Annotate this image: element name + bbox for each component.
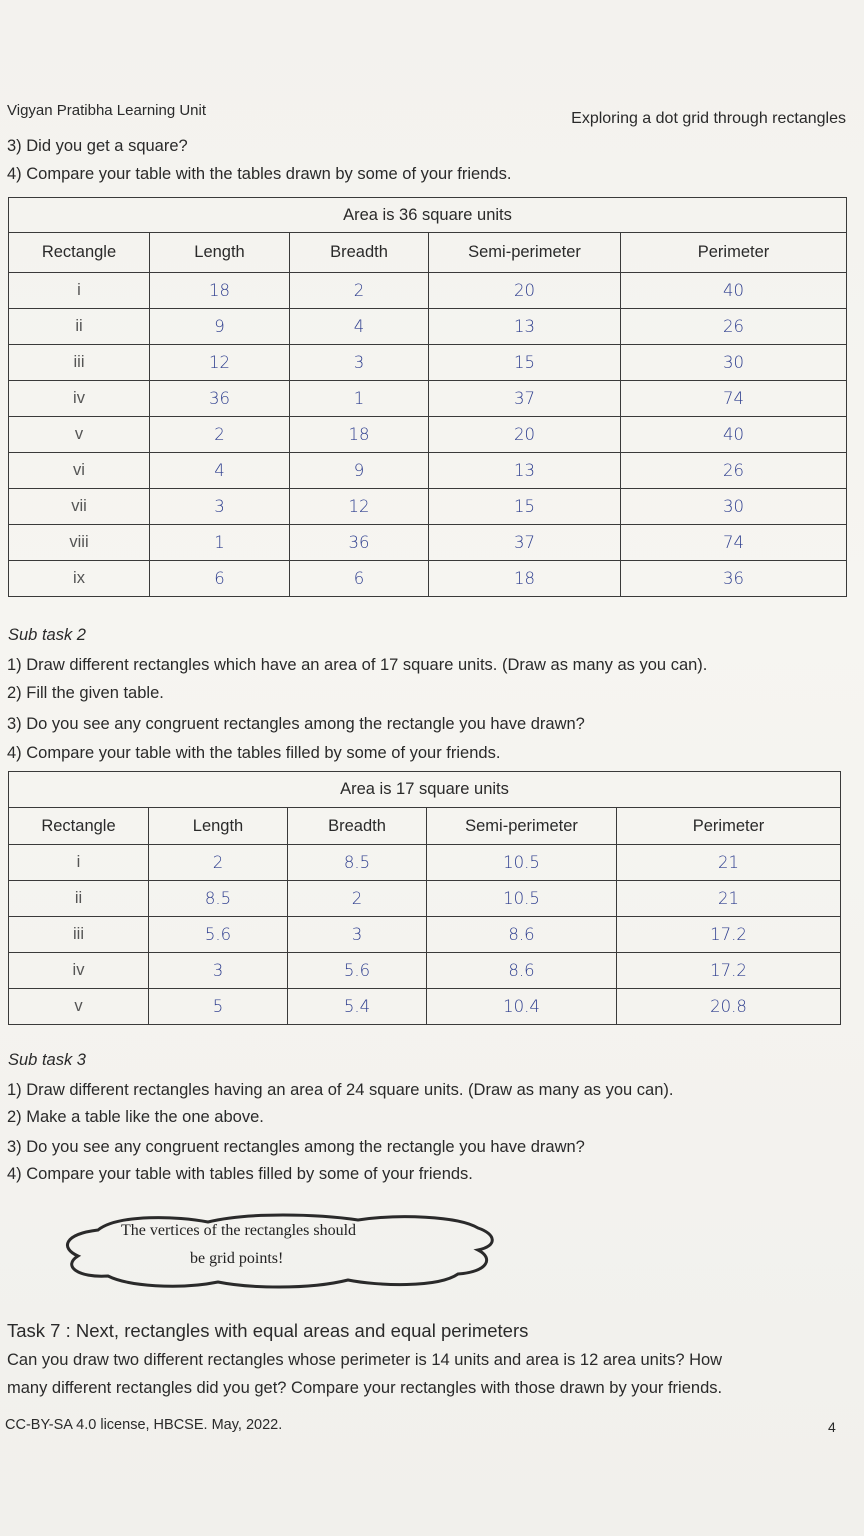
- cell-semi-perimeter: 8.6: [427, 953, 617, 989]
- header-semi-perimeter: Semi-perimeter: [429, 233, 621, 273]
- cell-length: 2: [150, 417, 290, 453]
- header-length: Length: [150, 233, 290, 273]
- cloud-line-1: The vertices of the rectangles should: [121, 1222, 357, 1239]
- subtask3-title: Sub task 3: [8, 1051, 86, 1069]
- subtask3-item-2: 2) Make a table like the one above.: [7, 1108, 264, 1126]
- cell-rectangle: v: [9, 989, 149, 1025]
- header-right: Exploring a dot grid through rectangles: [571, 110, 846, 127]
- cell-breadth: 1: [290, 381, 429, 417]
- cell-breadth: 12: [290, 489, 429, 525]
- table-row: [9, 309, 847, 345]
- cell-rectangle: vi: [9, 453, 150, 489]
- cell-semi-perimeter: 15: [429, 345, 621, 381]
- cell-rectangle: iii: [9, 917, 149, 953]
- cell-perimeter: 36: [621, 561, 847, 597]
- cell-rectangle: viii: [9, 525, 150, 561]
- cell-perimeter: 74: [621, 381, 847, 417]
- cell-perimeter: 26: [621, 453, 847, 489]
- table-row: [9, 453, 847, 489]
- cell-length: 12: [150, 345, 290, 381]
- table-header-row: [9, 808, 841, 845]
- table-row: [9, 989, 841, 1025]
- cell-breadth: 2: [288, 881, 427, 917]
- header-rectangle: Rectangle: [9, 808, 149, 845]
- table-title: Area is 36 square units: [9, 198, 847, 233]
- question-compare: 4) Compare your table with the tables drawn by some of your friends.: [7, 165, 512, 183]
- cloud-line-2: be grid points!: [190, 1250, 284, 1267]
- cell-rectangle: ii: [9, 309, 150, 345]
- cell-perimeter: 30: [621, 345, 847, 381]
- cell-length: 18: [150, 273, 290, 309]
- subtask3-item-1: 1) Draw different rectangles having an area of 24 square units. (Draw as many as you can).: [7, 1081, 674, 1099]
- cell-length: 6: [150, 561, 290, 597]
- cell-rectangle: i: [9, 273, 150, 309]
- cell-length: 8.5: [149, 881, 288, 917]
- table-row: [9, 273, 847, 309]
- subtask2-title: Sub task 2: [8, 626, 86, 644]
- table-row: [9, 489, 847, 525]
- cell-semi-perimeter: 13: [429, 309, 621, 345]
- cell-length: 4: [150, 453, 290, 489]
- cell-length: 3: [150, 489, 290, 525]
- cell-semi-perimeter: 18: [429, 561, 621, 597]
- cell-semi-perimeter: 10.5: [427, 845, 617, 881]
- cell-rectangle: iv: [9, 381, 150, 417]
- cell-breadth: 8.5: [288, 845, 427, 881]
- table-row: [9, 417, 847, 453]
- cell-rectangle: v: [9, 417, 150, 453]
- cell-rectangle: vii: [9, 489, 150, 525]
- cell-breadth: 5.6: [288, 953, 427, 989]
- table-area-17: [8, 771, 841, 1025]
- cell-breadth: 4: [290, 309, 429, 345]
- cell-length: 3: [149, 953, 288, 989]
- cell-semi-perimeter: 37: [429, 381, 621, 417]
- cell-length: 1: [150, 525, 290, 561]
- cell-length: 9: [150, 309, 290, 345]
- question-square: 3) Did you get a square?: [7, 137, 188, 155]
- cell-semi-perimeter: 37: [429, 525, 621, 561]
- header-length: Length: [149, 808, 288, 845]
- header-rectangle: Rectangle: [9, 233, 150, 273]
- table-row: [9, 525, 847, 561]
- cell-perimeter: 40: [621, 417, 847, 453]
- table-area-36: [8, 197, 847, 597]
- cell-length: 2: [149, 845, 288, 881]
- task7-line-1: Can you draw two different rectangles whose perimeter is 14 units and area is 12 area units? How: [7, 1351, 723, 1369]
- cell-breadth: 5.4: [288, 989, 427, 1025]
- cell-semi-perimeter: 20: [429, 417, 621, 453]
- header-left: Vigyan Pratibha Learning Unit: [7, 102, 207, 119]
- subtask2-item-4: 4) Compare your table with the tables filled by some of your friends.: [7, 744, 501, 762]
- cell-breadth: 6: [290, 561, 429, 597]
- cell-rectangle: iv: [9, 953, 149, 989]
- cell-breadth: 9: [290, 453, 429, 489]
- cell-length: 5: [149, 989, 288, 1025]
- page-number: 4: [828, 1419, 836, 1435]
- subtask2-item-2: 2) Fill the given table.: [7, 684, 164, 702]
- table-row: [9, 345, 847, 381]
- cell-perimeter: 21: [617, 845, 841, 881]
- header-breadth: Breadth: [288, 808, 427, 845]
- cell-rectangle: iii: [9, 345, 150, 381]
- cell-semi-perimeter: 8.6: [427, 917, 617, 953]
- cell-length: 5.6: [149, 917, 288, 953]
- cell-rectangle: i: [9, 845, 149, 881]
- subtask2-item-3: 3) Do you see any congruent rectangles among the rectangle you have drawn?: [7, 715, 585, 733]
- header-breadth: Breadth: [290, 233, 429, 273]
- cell-semi-perimeter: 20: [429, 273, 621, 309]
- cell-perimeter: 17.2: [617, 917, 841, 953]
- cell-semi-perimeter: 10.5: [427, 881, 617, 917]
- cell-breadth: 36: [290, 525, 429, 561]
- subtask3-item-3: 3) Do you see any congruent rectangles among the rectangle you have drawn?: [7, 1138, 585, 1156]
- table-row: [9, 845, 841, 881]
- table-row: [9, 561, 847, 597]
- table-title: Area is 17 square units: [9, 772, 841, 808]
- cell-perimeter: 74: [621, 525, 847, 561]
- task7-title: Task 7 : Next, rectangles with equal areas and equal perimeters: [7, 1320, 529, 1341]
- header-semi-perimeter: Semi-perimeter: [427, 808, 617, 845]
- cell-perimeter: 40: [621, 273, 847, 309]
- subtask2-item-1: 1) Draw different rectangles which have an area of 17 square units. (Draw as many as you can).: [7, 656, 708, 674]
- table-header-row: [9, 233, 847, 273]
- cell-perimeter: 20.8: [617, 989, 841, 1025]
- footer-license: CC-BY-SA 4.0 license, HBCSE. May, 2022.: [5, 1417, 283, 1433]
- task7-line-2: many different rectangles did you get? Compare your rectangles with those drawn by your friends.: [7, 1379, 723, 1397]
- cell-perimeter: 17.2: [617, 953, 841, 989]
- cell-semi-perimeter: 10.4: [427, 989, 617, 1025]
- cell-breadth: 3: [288, 917, 427, 953]
- cell-semi-perimeter: 13: [429, 453, 621, 489]
- table-row: [9, 881, 841, 917]
- cell-breadth: 18: [290, 417, 429, 453]
- table-row: [9, 917, 841, 953]
- table-row: [9, 381, 847, 417]
- cell-breadth: 3: [290, 345, 429, 381]
- cell-perimeter: 26: [621, 309, 847, 345]
- cell-semi-perimeter: 15: [429, 489, 621, 525]
- header-perimeter: Perimeter: [621, 233, 847, 273]
- header-perimeter: Perimeter: [617, 808, 841, 845]
- cell-rectangle: ii: [9, 881, 149, 917]
- table-row: [9, 953, 841, 989]
- cell-breadth: 2: [290, 273, 429, 309]
- cell-length: 36: [150, 381, 290, 417]
- cell-perimeter: 30: [621, 489, 847, 525]
- cell-rectangle: ix: [9, 561, 150, 597]
- subtask3-item-4: 4) Compare your table with tables filled by some of your friends.: [7, 1165, 473, 1183]
- cell-perimeter: 21: [617, 881, 841, 917]
